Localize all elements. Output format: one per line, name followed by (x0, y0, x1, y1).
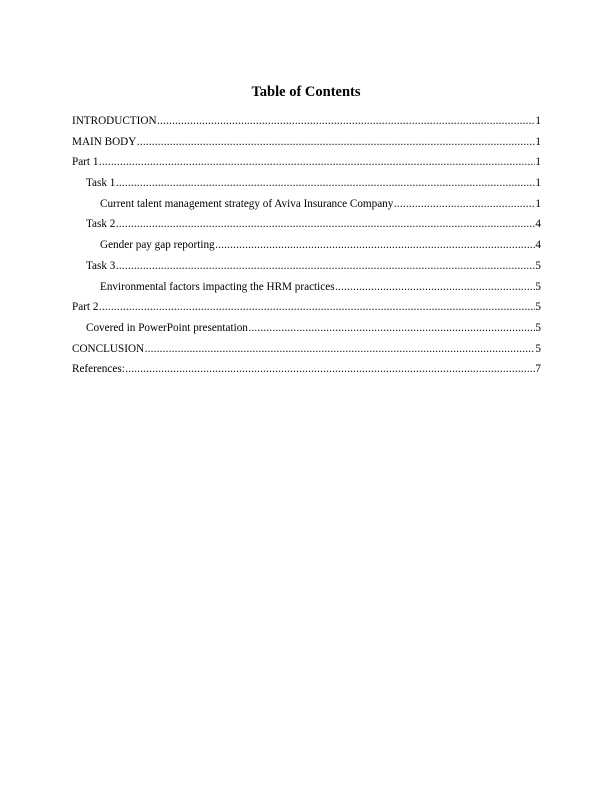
toc-page-number: 7 (535, 363, 541, 376)
toc-dot-leader (116, 259, 535, 273)
toc-entry-part-1[interactable] (72, 155, 541, 176)
toc-entry-label[interactable]: Part 2 (72, 301, 99, 314)
toc-page-number: 4 (535, 239, 541, 252)
toc-entry-label[interactable]: Task 1 (86, 177, 116, 190)
toc-entry-talent-strategy[interactable] (72, 197, 541, 218)
toc-entry-label[interactable]: Environmental factors impacting the HRM practices (100, 280, 335, 293)
toc-page-number: 1 (535, 135, 541, 148)
toc-entry-label[interactable]: INTRODUCTION (72, 115, 157, 127)
toc-dot-leader (137, 135, 535, 149)
toc-dot-leader (215, 238, 535, 252)
toc-entry-task-2[interactable] (72, 217, 541, 238)
toc-entry-label[interactable]: Task 3 (86, 259, 116, 272)
toc-page-number: 5 (535, 301, 541, 314)
toc-entry-main-body[interactable] (72, 135, 541, 156)
toc-entry-environmental-factors[interactable] (72, 280, 541, 301)
toc-page-number: 1 (535, 115, 541, 127)
toc-entry-label[interactable]: References: (72, 363, 125, 376)
toc-dot-leader (99, 300, 535, 314)
toc-entry-part-2[interactable] (72, 300, 541, 321)
toc-page-number: 5 (535, 342, 541, 355)
toc-dot-leader (248, 321, 535, 335)
toc-dot-leader (116, 217, 535, 231)
toc-dot-leader (125, 362, 535, 376)
toc-entry-task-3[interactable] (72, 259, 541, 280)
toc-page-number: 1 (535, 156, 541, 169)
toc-page-number: 5 (535, 280, 541, 293)
toc-entry-label[interactable]: Part 1 (72, 156, 99, 169)
toc-entry-task-1[interactable] (72, 176, 541, 197)
toc-dot-leader (116, 176, 535, 190)
toc-dot-leader (394, 197, 535, 211)
toc-page-number: 1 (535, 177, 541, 190)
toc-entry-label[interactable]: CONCLUSION (72, 342, 145, 355)
toc-list (72, 114, 541, 383)
toc-page-number: 4 (535, 218, 541, 231)
toc-entry-introduction[interactable] (72, 114, 541, 135)
toc-page-number: 1 (535, 197, 541, 210)
toc-entry-label[interactable]: MAIN BODY (72, 135, 137, 148)
toc-dot-leader (145, 342, 535, 356)
toc-dot-leader (99, 155, 535, 169)
toc-page-number: 5 (535, 259, 541, 272)
toc-entry-conclusion[interactable] (72, 342, 541, 363)
toc-page-number: 5 (535, 321, 541, 334)
toc-entry-references[interactable] (72, 362, 541, 383)
toc-entry-label[interactable]: Current talent management strategy of Aviva Insurance Company (100, 197, 394, 210)
toc-title: Table of Contents (251, 84, 361, 100)
toc-dot-leader (157, 114, 535, 128)
toc-entry-powerpoint[interactable] (72, 321, 541, 342)
toc-entry-gender-pay-gap[interactable] (72, 238, 541, 259)
toc-dot-leader (335, 280, 535, 294)
toc-entry-label[interactable]: Task 2 (86, 218, 116, 231)
toc-entry-label[interactable]: Gender pay gap reporting (100, 239, 215, 252)
toc-entry-label[interactable]: Covered in PowerPoint presentation (86, 321, 248, 334)
